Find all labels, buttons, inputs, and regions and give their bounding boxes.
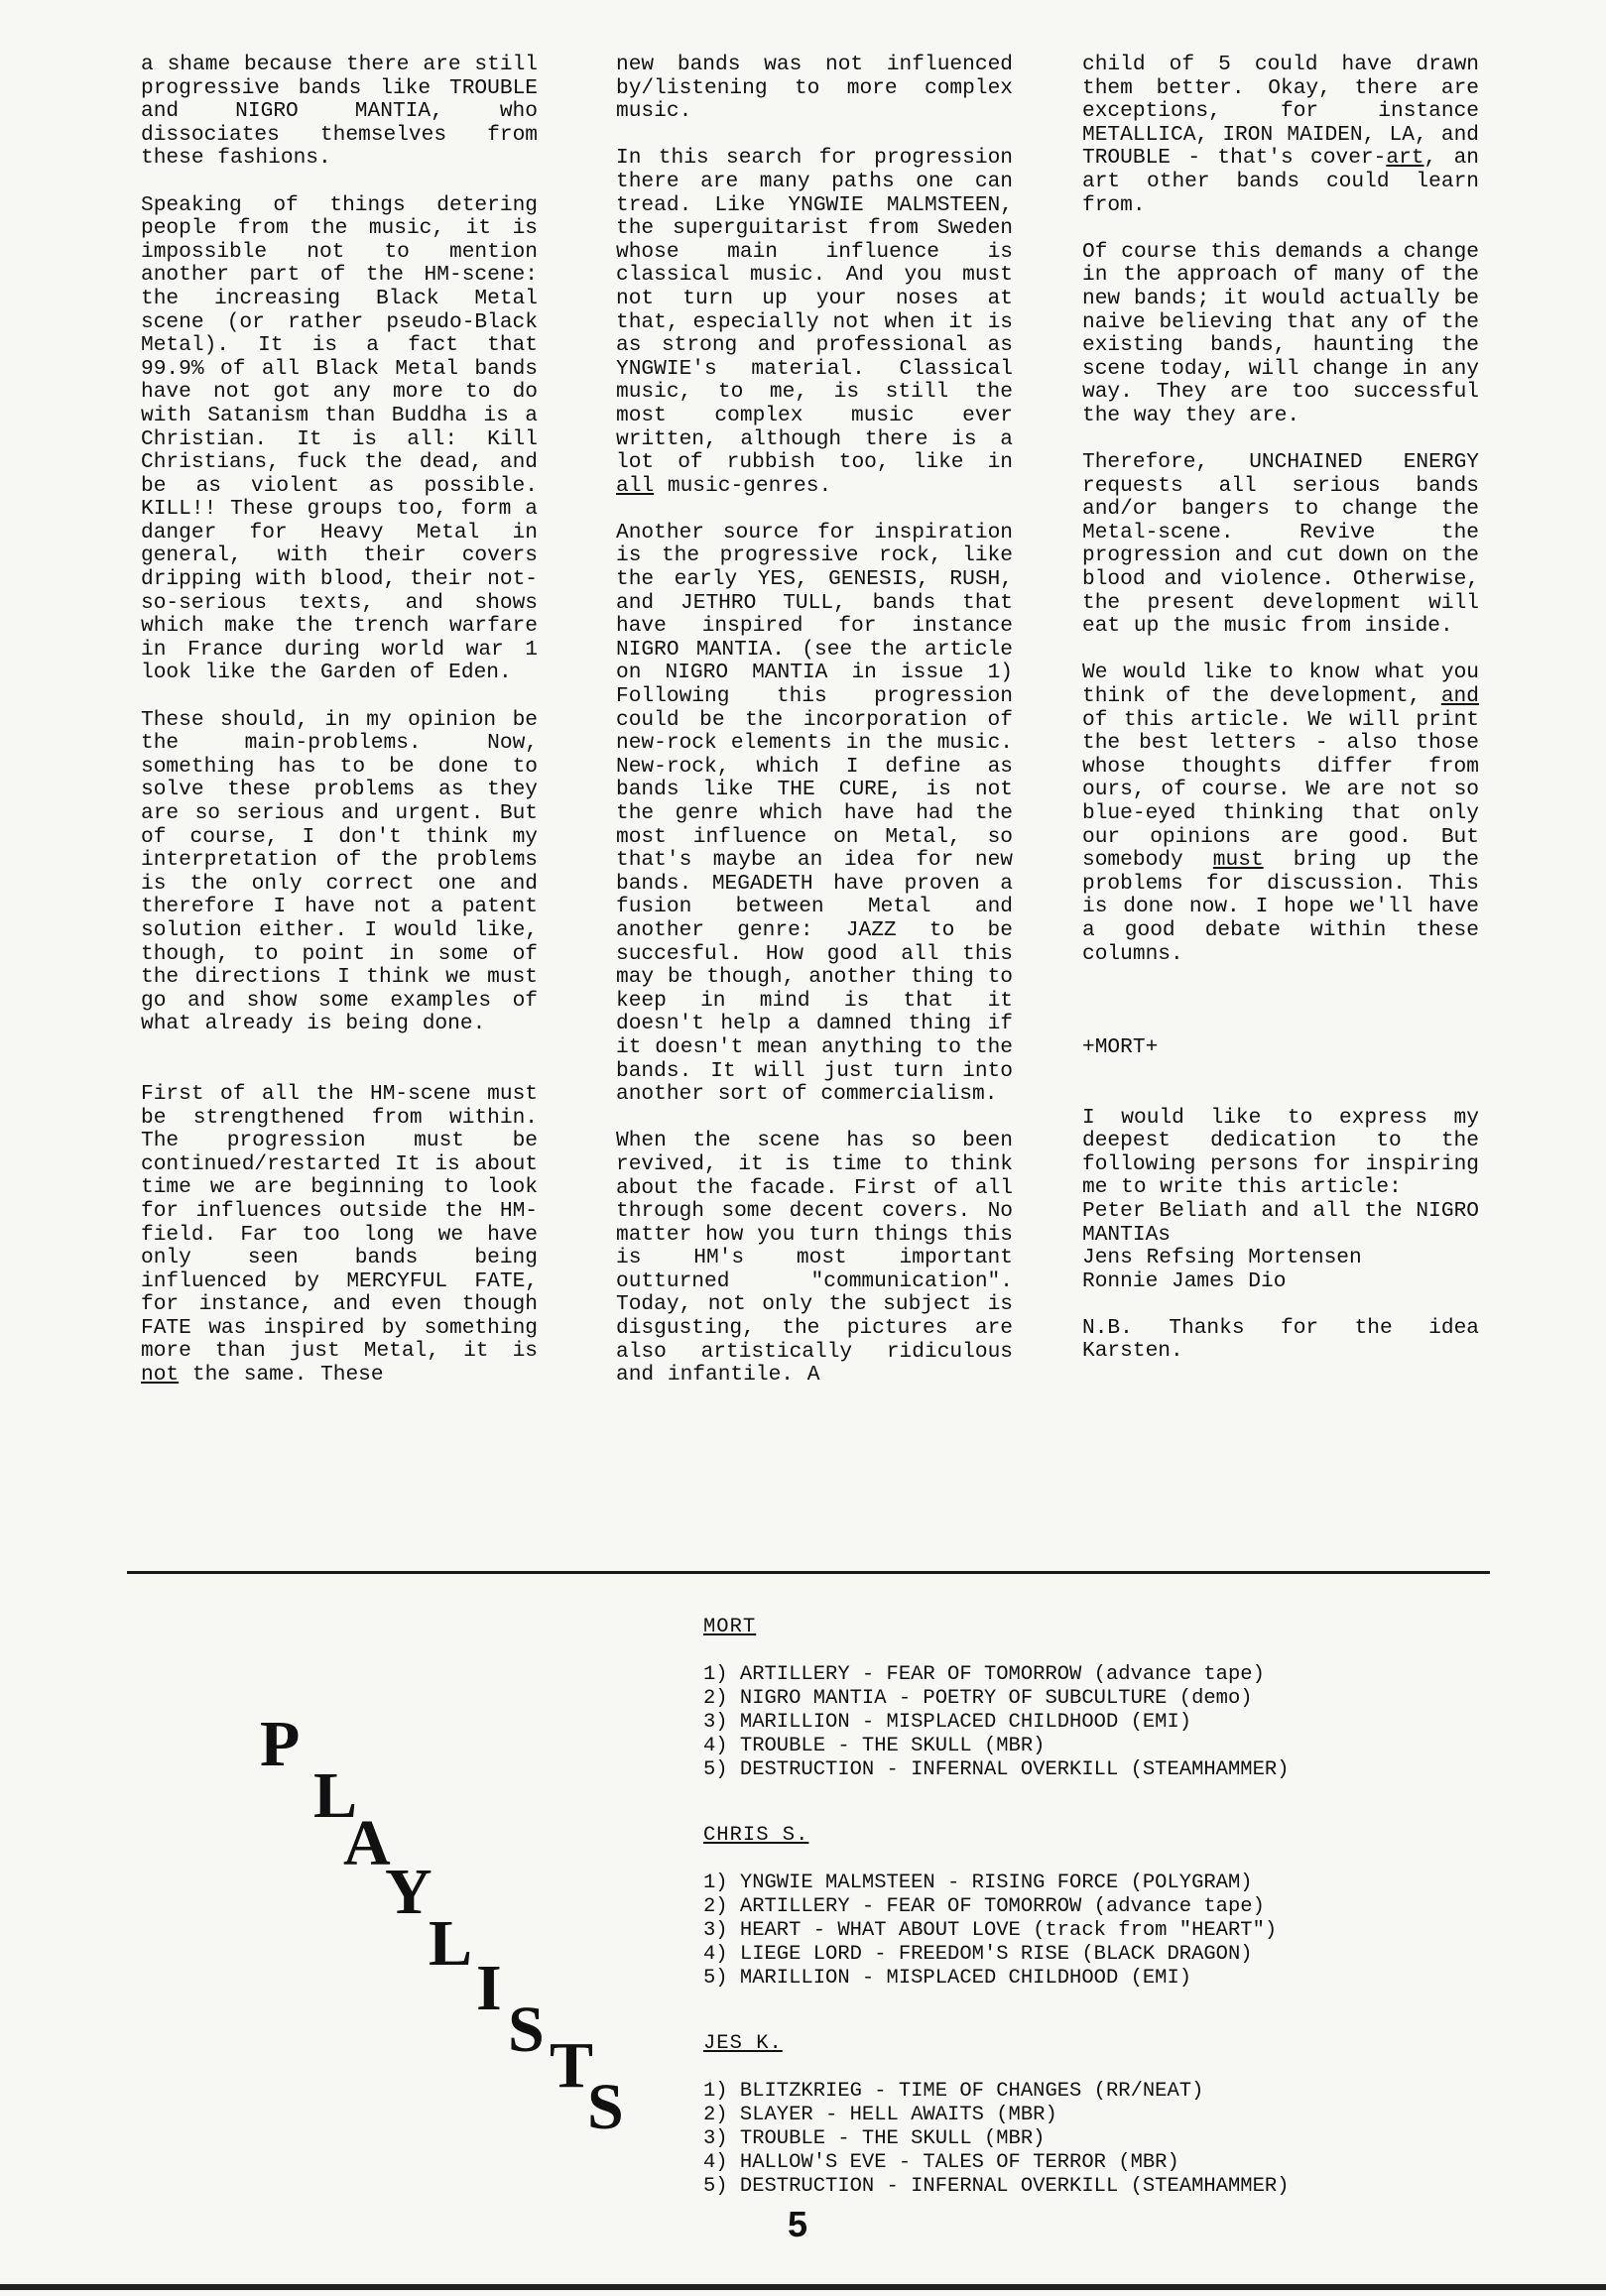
underlined-word: must: [1212, 848, 1264, 873]
paragraph: [141, 1083, 538, 1388]
text-run: of this article. We will print the best letters - also those whose thoughts differ from ours, of course. We are not so blue-eyed thinking that only our opinions are good. But somebody: [1082, 707, 1479, 873]
playlist-name: MORT: [703, 1616, 757, 1638]
paragraph: [1082, 54, 1479, 217]
playlist-chris: [703, 1824, 1277, 1991]
playlist-mort: [703, 1616, 1290, 1782]
dedication-paragraph: I would like to express my deepest dedication to the following persons for inspiring me to write this article:: [1082, 1105, 1479, 1200]
paragraph: Of course this demands a change in the approach of many of the new bands; it would actually be naive believing that any of the existing bands, haunting the scene today, will change in any way. They are too successful the way they are.: [1082, 239, 1479, 427]
page-number: 5: [788, 2204, 808, 2244]
author-signature: +MORT+: [1082, 1034, 1159, 1059]
section-divider: [127, 1571, 1490, 1574]
list-item: 2) NIGRO MANTIA - POETRY OF SUBCULTURE (demo): [703, 1687, 1253, 1710]
list-item: 5) MARILLION - MISPLACED CHILDHOOD (EMI): [703, 1967, 1192, 1990]
article-column-2: [616, 54, 1013, 1388]
playlist-jes: [703, 2032, 1290, 2199]
paragraph: Another source for inspiration is the progressive rock, like the early YES, GENESIS, RUSH, and JETHRO TULL, bands that have inspired for instance NIGRO MANTIA. (see the article on NIGRO MANTIA in issue 1) Following this progression could be the incorporation of new-rock elements in the music. New-rock, which I define as bands like THE CURE, is not the genre which have had the most influence on Metal, so that's maybe an idea for new bands. MEGADETH have proven a fusion between Metal and another genre: JAZZ to be succesful. How good all this may be though, another thing to keep in mind is that it doesn't help a damned thing if it doesn't mean anything to the bands. It will just turn into another sort of commercialism.: [616, 520, 1013, 1107]
paragraph: When the scene has so been revived, it is time to think about the facade. First of all through some decent covers. No matter how you turn things this is HM's most important outturned "communication". Today, not only the subject is disgusting, the pictures are also artistically ridiculous and infantile. A: [616, 1129, 1013, 1388]
underlined-word: all: [616, 473, 655, 498]
playlist-name: CHRIS S.: [703, 1824, 809, 1847]
article-column-1: [141, 54, 538, 1388]
title-letter: T: [550, 2029, 594, 2102]
page-bottom-edge: [0, 2284, 1606, 2290]
playlist-items: [703, 2080, 1290, 2199]
list-item: 5) DESTRUCTION - INFERNAL OVERKILL (STEAMHAMMER): [703, 2175, 1290, 2198]
title-letter: Y: [385, 1856, 432, 1928]
text-run: We would like to know what you think of the development,: [1082, 661, 1479, 709]
dedication-line: Ronnie James Dio: [1082, 1269, 1287, 1293]
list-item: 4) LIEGE LORD - FREEDOM'S RISE (BLACK DRAGON): [703, 1943, 1253, 1966]
title-letter: S: [508, 1994, 545, 2066]
playlist-items: [703, 1872, 1277, 1991]
text-run: First of all the HM-scene must be strengthened from within. The progression must be continued/restarted It is about time we are beginning to look for influences outside the HM-field. Far too long we have only seen bands being influenced by MERCYFUL FATE, for instance, and even though FATE was inspired by something more than just Metal, it is: [141, 1081, 538, 1364]
list-item: 4) TROUBLE - THE SKULL (MBR): [703, 1735, 1046, 1757]
playlist-name: JES K.: [703, 2032, 783, 2055]
title-letter: A: [343, 1807, 391, 1879]
list-item: 3) MARILLION - MISPLACED CHILDHOOD (EMI): [703, 1711, 1192, 1734]
paragraph: new bands was not influenced by/listening to more complex music.: [616, 53, 1013, 124]
text-run: In this search for progression there are many paths one can tread. Like YNGWIE MALMSTEEN, the superguitarist from Sweden whose main influence is classical music. And you must not turn up your noses at that, especially not when it is as strong and professional as YNGWIE's material. Classical music, to me, is still the most complex music ever written, although there is a lot of rubbish too, like in: [616, 146, 1013, 475]
list-item: 5) DESTRUCTION - INFERNAL OVERKILL (STEAMHAMMER): [703, 1758, 1290, 1781]
underlined-word: not: [141, 1363, 180, 1388]
underlined-word: and: [1440, 684, 1479, 709]
list-item: 1) BLITZKRIEG - TIME OF CHANGES (RR/NEAT): [703, 2080, 1204, 2103]
dedication-line: Peter Beliath and all the NIGRO MANTIAs: [1082, 1198, 1479, 1247]
list-item: 1) YNGWIE MALMSTEEN - RISING FORCE (POLYGRAM): [703, 1872, 1253, 1894]
text-run: , an art other bands could learn from.: [1082, 146, 1480, 217]
underlined-word: art: [1386, 146, 1424, 171]
title-letter: S: [587, 2071, 624, 2143]
text-run: child of 5 could have drawn them better. Okay, there are exceptions, for instance METALLICA, IRON MAIDEN, LA, and TROUBLE - that's cover-: [1082, 53, 1479, 171]
title-letter: L: [313, 1759, 358, 1832]
list-item: 1) ARTILLERY - FEAR OF TOMORROW (advance tape): [703, 1663, 1265, 1686]
dedication-line: Jens Refsing Mortensen: [1082, 1246, 1362, 1270]
article-column-3: [1082, 54, 1479, 1364]
paragraph: [1082, 662, 1479, 966]
text-run: music-genres.: [667, 473, 832, 498]
list-item: 3) TROUBLE - THE SKULL (MBR): [703, 2127, 1046, 2150]
list-item: 4) HALLOW'S EVE - TALES OF TERROR (MBR): [703, 2151, 1179, 2174]
title-letter: P: [260, 1708, 301, 1780]
title-letter: I: [476, 1952, 502, 2024]
text-run: the same. These: [191, 1363, 384, 1388]
text-run: bring up the problems for discussion. This is done now. I hope we'll have a good debate within these columns.: [1082, 848, 1480, 966]
note-paragraph: N.B. Thanks for the idea Karsten.: [1082, 1315, 1479, 1364]
list-item: 2) SLAYER - HELL AWAITS (MBR): [703, 2104, 1057, 2126]
paragraph: a shame because there are still progressive bands like TROUBLE and NIGRO MANTIA, who dissociates themselves from these fashions.: [141, 53, 538, 171]
paragraph: These should, in my opinion be the main-problems. Now, something has to be done to solve these problems as they are so serious and urgent. But of course, I don't think my interpretation of the problems is the only correct one and therefore I have not a patent solution either. I would like, though, to point in some of the directions I think we must go and show some examples of what already is being done.: [141, 707, 538, 1036]
paragraph: Therefore, UNCHAINED ENERGY requests all serious bands and/or bangers to change the Metal-scene. Revive the progression and cut down on the blood and violence. Otherwise, the present development will eat up the music from inside.: [1082, 450, 1479, 639]
list-item: 2) ARTILLERY - FEAR OF TOMORROW (advance tape): [703, 1895, 1265, 1918]
playlist-items: [703, 1663, 1290, 1782]
paragraph: [616, 147, 1013, 498]
title-letter: L: [429, 1907, 473, 1980]
list-item: 3) HEART - WHAT ABOUT LOVE (track from "HEART"): [703, 1919, 1278, 1942]
paragraph: Speaking of things detering people from the music, it is impossible not to mention another part of the HM-scene: the increasing Black Metal scene (or rather pseudo-Black Metal). It is a fact that 99.9% of all Black Metal bands have not got any more to do with Satanism than Buddha is a Christian. It is all: Kill Christians, fuck the dead, and be as violent as possible. KILL!! These groups too, form a danger for Heavy Metal in general, with their covers dripping with blood, their not-so-serious texts, and shows which make the trench warfare in France during world war 1 look like the Garden of Eden.: [141, 192, 538, 685]
